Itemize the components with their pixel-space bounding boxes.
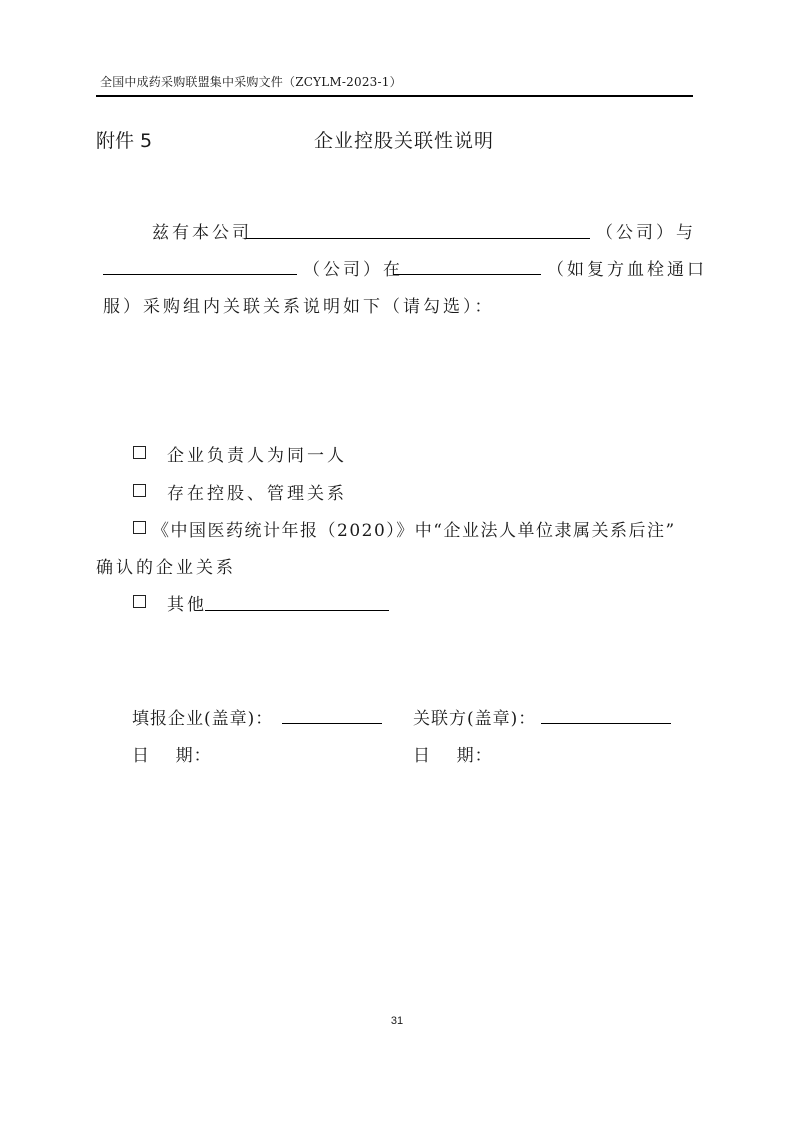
page-number: 31 (390, 1015, 404, 1027)
company-name-field[interactable] (246, 238, 590, 239)
option-label-same-person: 企业负责人为同一人 (167, 446, 347, 466)
statement-line1-suffix: （公司）与 (596, 223, 696, 243)
statement-line3: 服）采购组内关联关系说明如下（请勾选）： (103, 297, 495, 317)
other-description-field[interactable] (205, 610, 389, 611)
option-checkbox-other[interactable] (133, 595, 146, 608)
filler-seal-field[interactable] (282, 723, 382, 724)
document-header: 全国中成药采购联盟集中采购文件（ZCYLM-2023-1） (100, 75, 402, 89)
statement-line2-middle: （公司）在 (303, 260, 403, 280)
option-checkbox-control[interactable] (133, 484, 146, 497)
related-party-seal-label: 关联方(盖章)： (413, 709, 537, 729)
filler-date-label: 日 期： (132, 746, 212, 766)
annex-label: 附件 5 (96, 130, 153, 152)
filler-seal-label: 填报企业(盖章)： (132, 709, 274, 729)
page-title: 企业控股关联性说明 (314, 130, 495, 152)
option-checkbox-yearbook[interactable] (133, 521, 146, 534)
header-divider (96, 95, 693, 97)
option-label-yearbook: 《中国医药统计年报（2020）》中“企业法人单位隶属关系后注” (152, 521, 676, 541)
related-company-field[interactable] (103, 274, 297, 275)
option-label-yearbook-continuation: 确认的企业关系 (96, 558, 236, 578)
statement-line2-suffix: （如复方血栓通口 (547, 260, 707, 280)
statement-line1-prefix: 兹有本公司 (152, 223, 252, 243)
related-party-seal-field[interactable] (541, 723, 671, 724)
option-checkbox-same-person[interactable] (133, 446, 146, 459)
option-label-control: 存在控股、管理关系 (167, 484, 347, 504)
related-party-date-label: 日 期： (413, 746, 493, 766)
procurement-group-field[interactable] (393, 274, 541, 275)
option-label-other: 其他 (167, 595, 207, 615)
